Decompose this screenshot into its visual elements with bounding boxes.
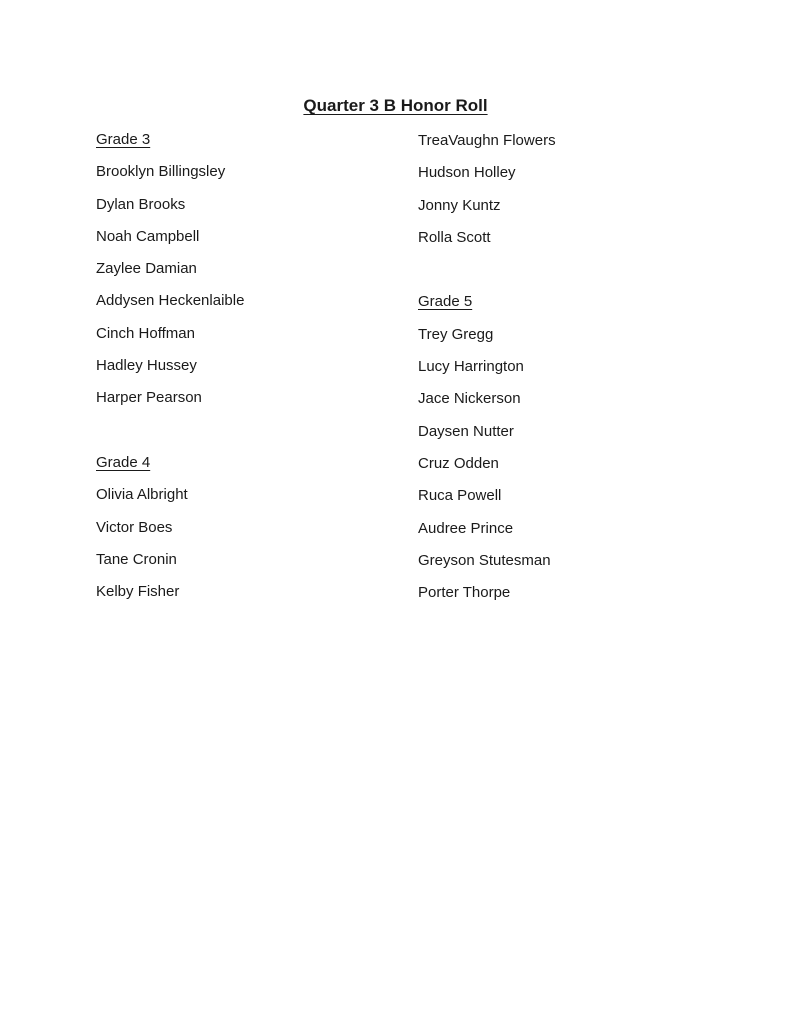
grade-5-heading: Grade 5: [418, 293, 473, 311]
student-name: TreaVaughn Flowers: [418, 132, 556, 149]
student-name: Greyson Stutesman: [418, 551, 551, 569]
student-name: Cinch Hoffman: [96, 324, 195, 342]
student-name: Lucy Harrington: [418, 358, 524, 376]
student-name: Trey Gregg: [418, 325, 494, 343]
student-name: Rolla Scott: [418, 228, 491, 246]
student-name: Addysen Heckenlaible: [96, 292, 245, 310]
section-spacer: [96, 421, 244, 453]
student-name: Victor Boes: [96, 518, 173, 536]
student-name: Audree Prince: [418, 519, 514, 537]
page-title: Quarter 3 B Honor Roll: [303, 96, 488, 115]
right-column: [418, 130, 556, 615]
student-name: Tane Cronin: [96, 550, 177, 568]
student-name: Olivia Albright: [96, 486, 188, 504]
student-name: Kelby Fisher: [96, 583, 180, 601]
student-name: Brooklyn Billingsley: [96, 163, 226, 181]
student-name: Noah Campbell: [96, 227, 200, 245]
student-name: Jonny Kuntz: [418, 196, 501, 214]
student-name: Daysen Nutter: [418, 422, 514, 440]
student-name: Hudson Holley: [418, 164, 516, 182]
student-name: Jace Nickerson: [418, 390, 521, 408]
student-name: Dylan Brooks: [96, 195, 186, 213]
section-spacer: [418, 260, 556, 292]
grade-4-heading: Grade 4: [96, 453, 151, 471]
left-column: [96, 130, 244, 614]
grade-3-heading: Grade 3: [96, 131, 151, 148]
student-name: Hadley Hussey: [96, 357, 197, 375]
student-name: Ruca Powell: [418, 487, 502, 505]
student-name: Porter Thorpe: [418, 584, 511, 602]
student-name: Zaylee Damian: [96, 260, 197, 278]
student-name: Cruz Odden: [418, 454, 499, 472]
student-name: Harper Pearson: [96, 389, 202, 407]
